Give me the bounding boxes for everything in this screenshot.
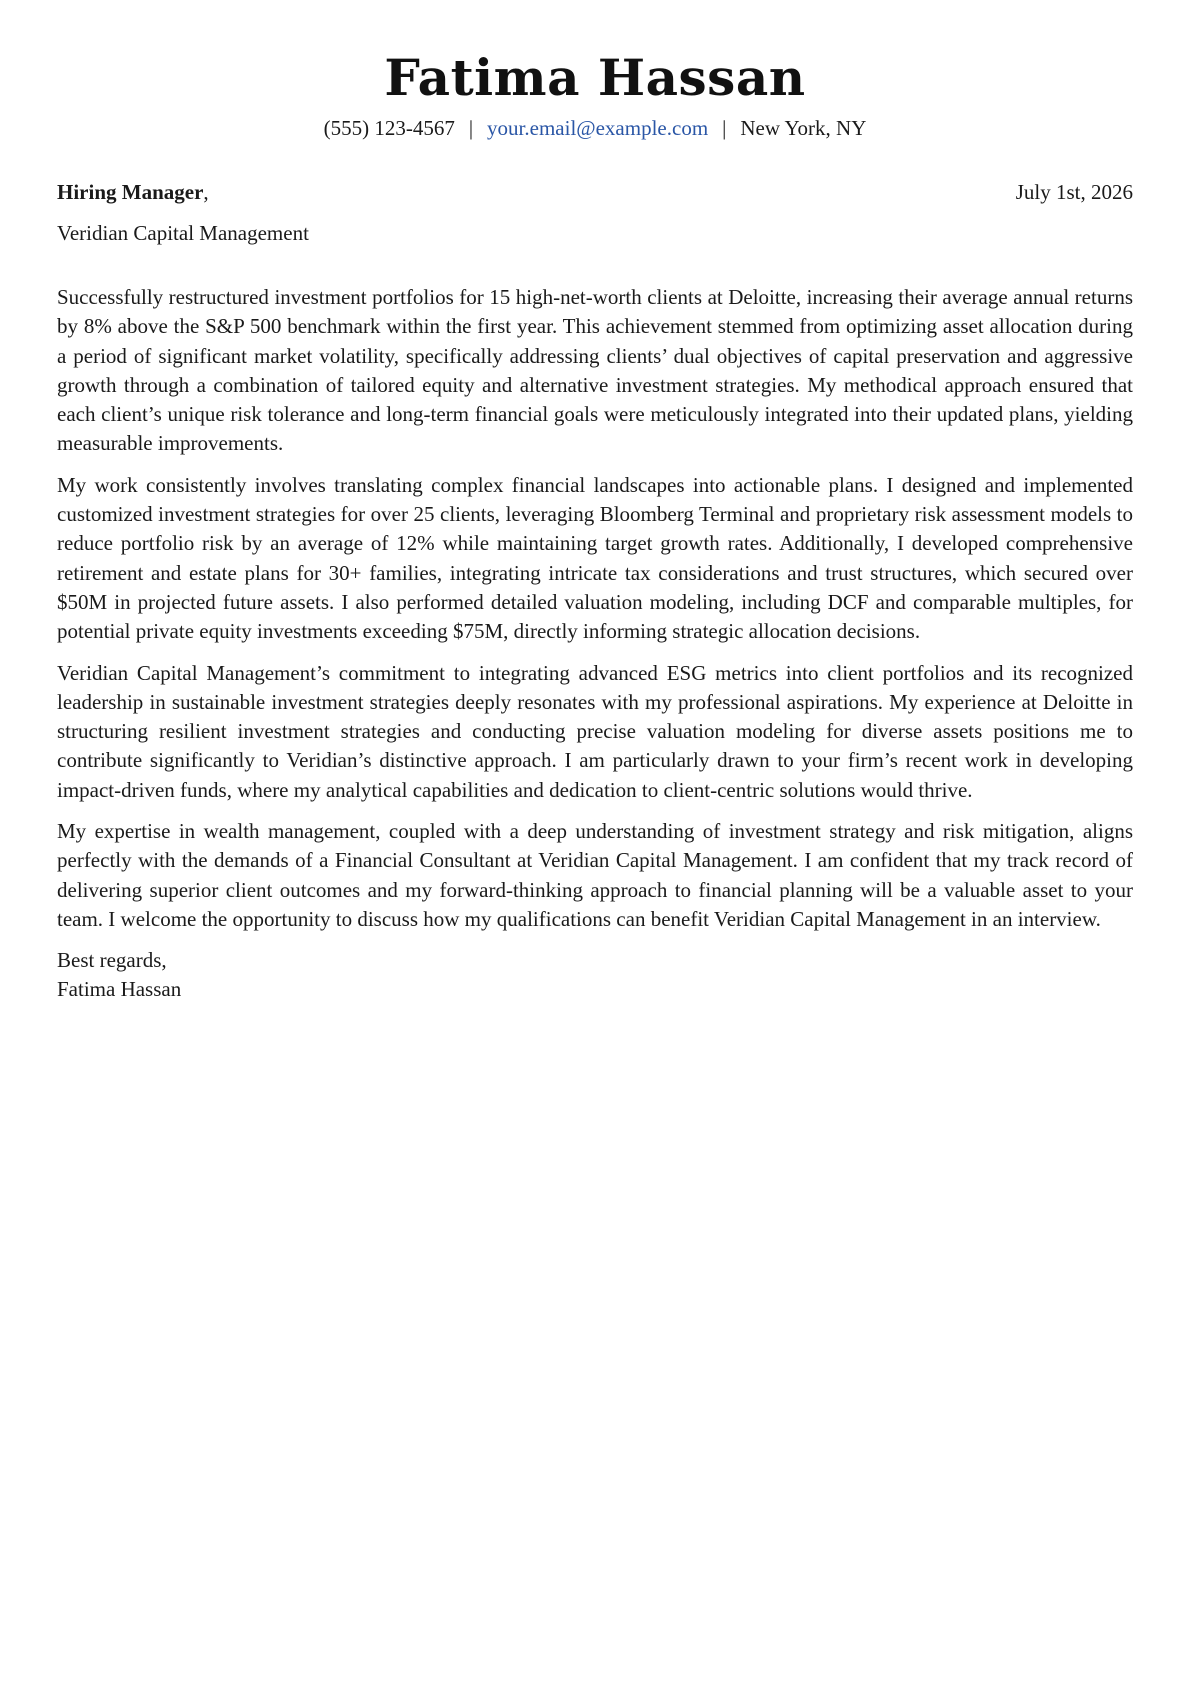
location: New York, NY	[740, 116, 867, 140]
salutation-comma: ,	[203, 180, 209, 204]
signature: Fatima Hassan	[57, 977, 182, 1002]
body-paragraph: My expertise in wealth management, coupled with a deep understanding of investment strategy and risk mitigation, aligns perfectly with the demands of a Financial Consultant at Veridian Capital Management. I am confident that my track record of delivering superior client outcomes and my forward-thinking approach to financial planning will be a valuable asset to your team. I welcome the opportunity to discuss how my qualifications can benefit Veridian Capital Management in an interview.	[57, 819, 1133, 931]
applicant-name: Fatima Hassan	[384, 48, 806, 107]
salutation	[57, 178, 209, 206]
phone-number: (555) 123-4567	[323, 116, 455, 140]
contact-line	[57, 114, 1133, 142]
email-link[interactable]: your.email@example.com	[487, 116, 709, 140]
letter-body	[57, 283, 1133, 1004]
body-paragraph: Successfully restructured investment portfolios for 15 high-net-worth clients at Deloitte, increasing their average annual returns by 8% above the S&P 500 benchmark within the first year. This achievement stemmed from optimizing asset allocation during a period of significant market volatility, specifically addressing clients’ dual objectives of capital preservation and aggressive growth through a combination of tailored equity and alternative investment strategies. My methodical approach ensured that each client’s unique risk tolerance and long-term financial goals were meticulously integrated into their updated plans, yielding measurable improvements.	[57, 285, 1133, 456]
sign-off: Best regards,	[57, 948, 167, 973]
body-paragraph: My work consistently involves translating complex financial landscapes into actionable plans. I designed and implemented customized investment strategies for over 25 clients, leveraging Bloomberg Terminal and proprietary risk assessment models to reduce portfolio risk by an average of 12% while maintaining target growth rates. Additionally, I developed comprehensive retirement and estate plans for 30+ families, integrating intricate tax considerations and trust structures, which secured over $50M in projected future assets. I also performed detailed valuation modeling, including DCF and comparable multiples, for potential private equity investments exceeding $75M, directly informing strategic allocation decisions.	[57, 472, 1133, 644]
recipient-title: Hiring Manager	[57, 180, 204, 204]
closing-block	[57, 946, 1133, 1004]
contact-separator: |	[468, 116, 474, 140]
contact-separator: |	[722, 116, 727, 140]
recipient-company: Veridian Capital Management	[57, 221, 309, 245]
body-paragraph: Veridian Capital Management’s commitment to integrating advanced ESG metrics into client portfolios and its recognized leadership in sustainable investment strategies deeply resonates with my professional aspirations. My experience at Deloitte in structuring resilient investment strategies and conducting precise valuation modeling for diverse assets positions me to contribute significantly to Veridian’s distinctive approach. I am particularly drawn to your firm’s recent work in developing impact-driven funds, where my analytical capabilities and dedication to client-centric solutions would thrive.	[57, 660, 1133, 802]
letter-date: July 1st, 2026	[1015, 180, 1133, 204]
